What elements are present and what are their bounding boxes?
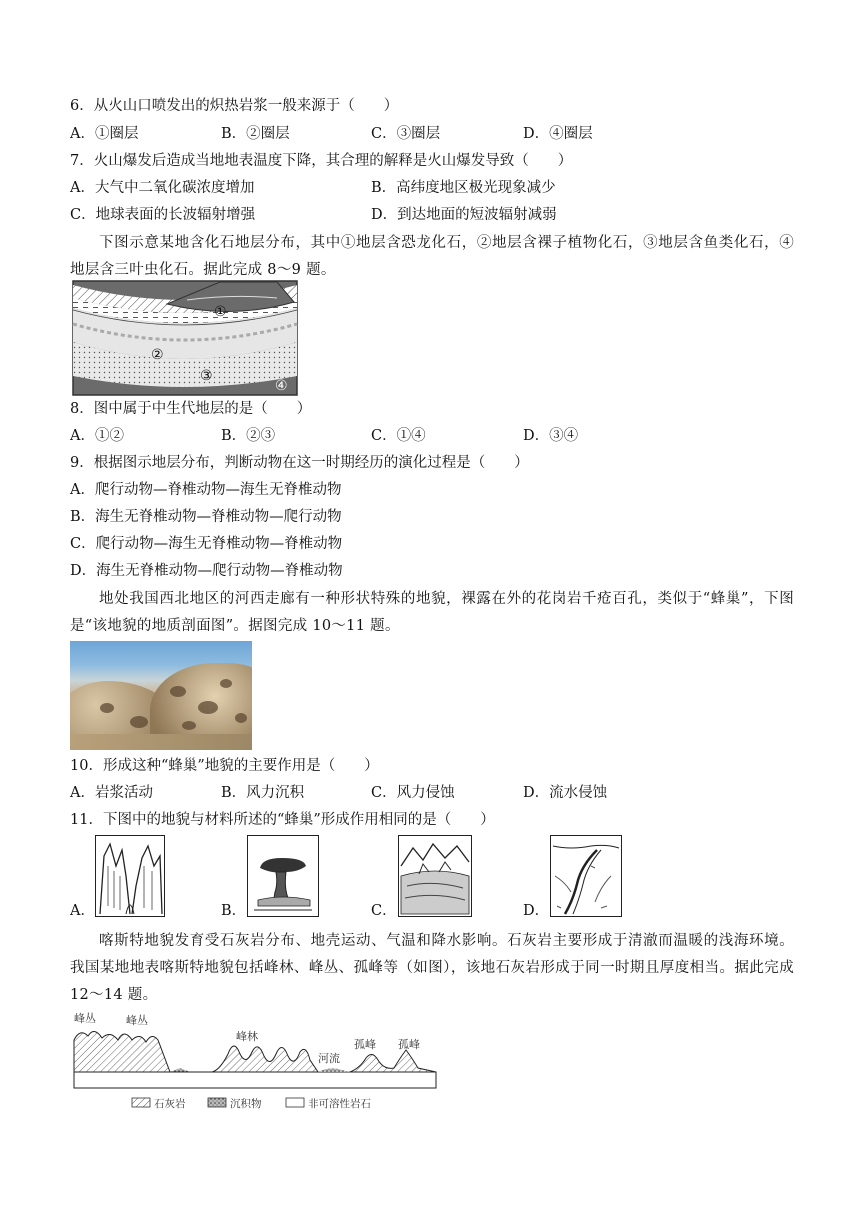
karst-label-gufeng-1: 孤峰 — [354, 1038, 376, 1051]
q9-option-d[interactable]: D．海生无脊椎动物—爬行动物—脊椎动物 — [70, 563, 343, 579]
karst-label-fenglin: 峰林 — [236, 1030, 258, 1043]
q6-option-a[interactable]: A．①圈层 — [70, 126, 139, 142]
q7-option-c[interactable]: C．地球表面的长波辐射增强 — [70, 207, 256, 223]
karst-legend-limestone: 石灰岩 — [154, 1098, 186, 1110]
q7-option-d[interactable]: D．到达地面的短波辐射减弱 — [371, 207, 557, 223]
q11-image-c-glacial-valley[interactable] — [398, 835, 472, 917]
karst-label-gufeng-2: 孤峰 — [398, 1038, 420, 1051]
q9-option-b[interactable]: B．海生无脊椎动物—脊椎动物—爬行动物 — [70, 509, 342, 525]
karst-label-fengcong-2: 峰丛 — [126, 1014, 148, 1027]
karst-legend-sediment: 沉积物 — [230, 1098, 262, 1110]
strata-label-4: ④ — [275, 378, 288, 394]
q10-option-a[interactable]: A．岩浆活动 — [70, 785, 153, 801]
q8-option-d[interactable]: D．③④ — [523, 428, 579, 444]
q11-option-d[interactable]: D． — [523, 903, 550, 919]
q8-option-a[interactable]: A．①② — [70, 428, 124, 444]
karst-label-fengcong-1: 峰丛 — [74, 1012, 96, 1025]
strata-label-3: ③ — [200, 368, 213, 384]
strata-diagram — [72, 280, 298, 396]
q7-stem: 7．火山爆发后造成当地地表温度下降，其合理的解释是火山爆发导致（ ） — [70, 153, 573, 169]
q7-option-b[interactable]: B．高纬度地区极光现象减少 — [371, 180, 556, 196]
q6-option-c[interactable]: C．③圈层 — [371, 126, 441, 142]
honeycomb-landform-photo — [70, 641, 252, 750]
q7-option-a[interactable]: A．大气中二氧化碳浓度增加 — [70, 180, 255, 196]
q8-option-c[interactable]: C．①④ — [371, 428, 426, 444]
q6-stem: 6．从火山口喷发出的炽热岩浆一般来源于（ ） — [70, 98, 399, 114]
q11-option-c[interactable]: C． — [371, 903, 397, 919]
q11-option-b[interactable]: B． — [221, 903, 247, 919]
q6-option-b[interactable]: B．②圈层 — [221, 126, 290, 142]
intro-10-11: 地处我国西北地区的河西走廊有一种形状特殊的地貌，裸露在外的花岗岩千疮百孔，类似于“蜂巢”，下图是“该地貌的地质剖面图”。据图完成 10～11 题。 — [70, 591, 794, 634]
q11-option-a[interactable]: A． — [70, 903, 95, 919]
q10-option-c[interactable]: C．风力侵蚀 — [371, 785, 455, 801]
q9-stem: 9．根据图示地层分布，判断动物在这一时期经历的演化过程是（ ） — [70, 455, 529, 471]
strata-label-1: ① — [214, 304, 227, 320]
intro-12-14: 喀斯特地貌发育受石灰岩分布、地壳运动、气温和降水影响。石灰岩主要形成于清澈而温暖的浅海环境。我国某地地表喀斯特地貌包括峰林、峰丛、孤峰等（如图），该地石灰岩形成于同一时期且厚度相当。据此完成 12～14 题。 — [70, 933, 794, 1003]
q10-option-b[interactable]: B．风力沉积 — [221, 785, 305, 801]
q8-option-b[interactable]: B．②③ — [221, 428, 276, 444]
q11-stem: 11．下图中的地貌与材料所述的“蜂巢”形成作用相同的是（ ） — [70, 812, 495, 828]
intro-8-9: 下图示意某地含化石地层分布，其中①地层含恐龙化石，②地层含裸子植物化石，③地层含鱼类化石，④地层含三叶虫化石。据此完成 8～9 题。 — [70, 235, 794, 278]
strata-label-2: ② — [151, 347, 164, 363]
karst-legend-insoluble: 非可溶性岩石 — [308, 1098, 371, 1110]
q11-image-b-mushroom-rock[interactable] — [247, 835, 319, 917]
q11-image-a-canyon[interactable] — [95, 835, 165, 917]
karst-label-river: 河流 — [318, 1052, 340, 1065]
q6-option-d[interactable]: D．④圈层 — [523, 126, 593, 142]
q10-stem: 10．形成这种“蜂巢”地貌的主要作用是（ ） — [70, 758, 379, 774]
q9-option-a[interactable]: A．爬行动物—脊椎动物—海生无脊椎动物 — [70, 482, 342, 498]
q9-option-c[interactable]: C．爬行动物—海生无脊椎动物—脊椎动物 — [70, 536, 343, 552]
q8-stem: 8．图中属于中生代地层的是（ ） — [70, 401, 312, 417]
karst-landform-diagram — [70, 1010, 444, 1110]
q11-image-d-alluvial-delta[interactable] — [550, 835, 622, 917]
q10-option-d[interactable]: D．流水侵蚀 — [523, 785, 608, 801]
